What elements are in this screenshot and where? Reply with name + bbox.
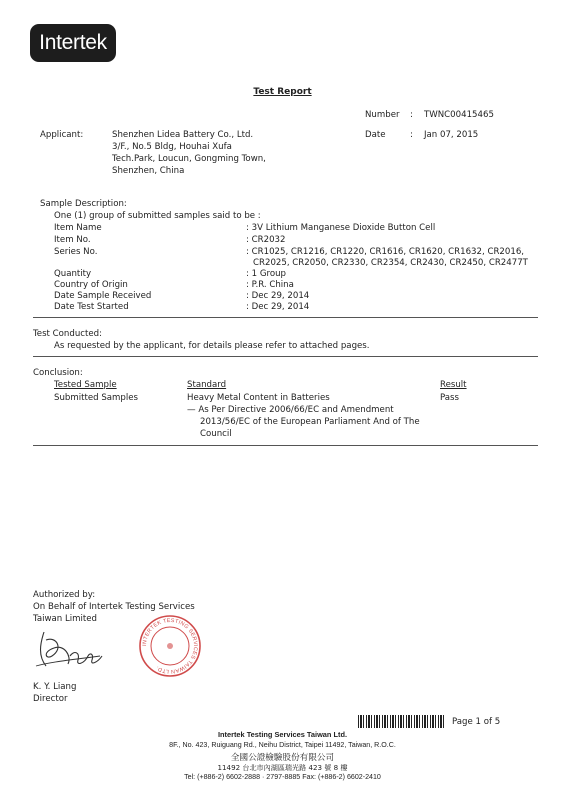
sample-intro: One (1) group of submitted samples said to be :	[54, 211, 261, 221]
standard-line: — As Per Directive 2006/66/EC and Amendment	[187, 405, 394, 415]
sample-row-label: Item Name	[54, 223, 102, 233]
divider	[33, 356, 538, 357]
sample-row-label: Item No.	[54, 235, 91, 245]
sample-row-label: Quantity	[54, 269, 92, 279]
standard-line: 2013/56/EC of the European Parliament And of The	[200, 417, 420, 427]
sample-row-label: Date Sample Received	[54, 291, 152, 301]
footer-address-chinese: 11492 台北市內湖區瑞光路 423 號 8 樓	[217, 763, 348, 772]
applicant-line: Tech.Park, Loucun, Gongming Town,	[112, 154, 266, 164]
footer-address: 8F., No. 423, Ruiguang Rd., Neihu District, Taipei 11492, Taiwan, R.O.C.	[169, 741, 396, 749]
footer-contact: Tel: (+886-2) 6602-2888 · 2797-8885 Fax: (+886-2) 6602-2410	[184, 773, 381, 781]
report-title: Test Report	[253, 87, 312, 97]
page-indicator: Page 1 of 5	[452, 717, 501, 727]
sample-heading: Sample Description:	[40, 199, 127, 209]
sample-row-value: : 3V Lithium Manganese Dioxide Button Cell	[246, 223, 436, 233]
result-value: Pass	[440, 393, 460, 403]
col-tested-sample: Tested Sample	[54, 380, 117, 390]
intertek-logo: Intertek	[30, 24, 116, 62]
sample-row-value: : Dec 29, 2014	[246, 302, 310, 312]
applicant-label: Applicant:	[40, 130, 84, 140]
sample-row-value: CR2025, CR2050, CR2330, CR2354, CR2430, CR2450, CR2477T	[253, 258, 528, 268]
test-conducted-heading: Test Conducted:	[33, 329, 102, 339]
sample-row-value: : CR1025, CR1216, CR1220, CR1616, CR1620, CR1632, CR2016,	[246, 247, 525, 257]
company-seal-stamp	[138, 614, 202, 678]
applicant-line: Shenzhen Lidea Battery Co., Ltd.	[112, 130, 254, 140]
divider	[33, 317, 538, 318]
col-standard: Standard	[187, 380, 227, 390]
divider	[33, 445, 538, 446]
barcode	[358, 715, 444, 728]
standard-line: Heavy Metal Content in Batteries	[187, 393, 330, 403]
number-label: Number	[365, 110, 400, 120]
applicant-line: Shenzhen, China	[112, 166, 185, 176]
sample-row-value: : Dec 29, 2014	[246, 291, 310, 301]
sample-row-label: Country of Origin	[54, 280, 128, 290]
sample-row-value: : 1 Group	[246, 269, 286, 279]
col-result: Result	[440, 380, 467, 390]
sample-row-value: : P.R. China	[246, 280, 294, 290]
sample-row-label: Series No.	[54, 247, 98, 257]
sample-row-label: Date Test Started	[54, 302, 129, 312]
number-value: TWNC00415465	[424, 110, 494, 120]
authorized-line: Authorized by:	[33, 590, 96, 600]
signature	[30, 626, 120, 676]
test-conducted-text: As requested by the applicant, for details please refer to attached pages.	[54, 341, 370, 351]
authorized-line: On Behalf of Intertek Testing Services	[33, 602, 195, 612]
number-colon: :	[410, 110, 413, 120]
date-colon: :	[410, 130, 413, 140]
footer-company: Intertek Testing Services Taiwan Ltd.	[217, 730, 348, 739]
conclusion-heading: Conclusion:	[33, 368, 83, 378]
sample-row-value: : CR2032	[246, 235, 286, 245]
signatory-title: Director	[33, 694, 68, 704]
standard-line: Council	[200, 429, 232, 439]
signatory-name: K. Y. Liang	[33, 682, 77, 692]
applicant-line: 3/F., No.5 Bldg, Houhai Xufa	[112, 142, 232, 152]
svg-text:INTERTEK TESTING SERVICES TAIW: INTERTEK TESTING SERVICES TAIWAN LTD.	[141, 617, 199, 675]
tested-sample-value: Submitted Samples	[54, 393, 139, 403]
footer-company-chinese: 全國公證檢驗股份有限公司	[230, 753, 335, 763]
authorized-line: Taiwan Limited	[33, 614, 97, 624]
date-value: Jan 07, 2015	[424, 130, 479, 140]
date-label: Date	[365, 130, 386, 140]
